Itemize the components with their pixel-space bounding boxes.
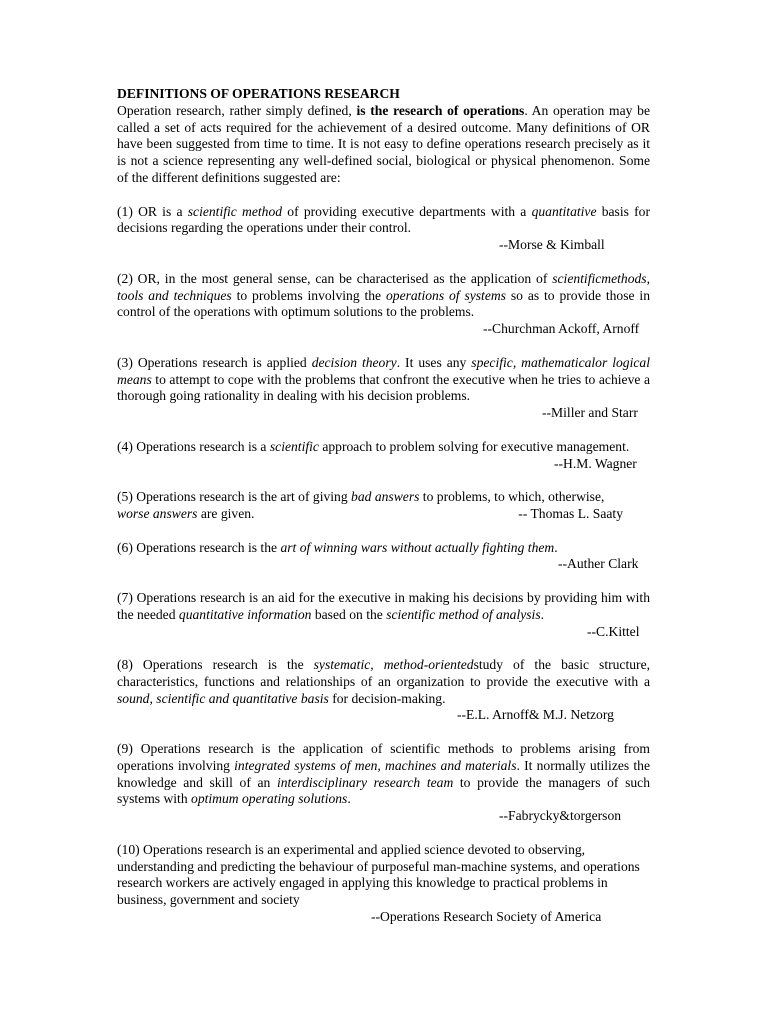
definition-6 <box>117 540 650 574</box>
definition-italic-run: decision theory <box>311 354 397 370</box>
definition-italic-run: bad answers <box>351 489 420 505</box>
definition-text-run: (5) Operations research is the art of giving <box>117 489 352 505</box>
definition-text-run: of providing executive departments with a <box>282 203 532 219</box>
intro-text: Operation research, rather simply defined, <box>117 102 357 118</box>
definition-italic-run: scientific method <box>187 203 283 219</box>
definition-text-run: (7) Operations research is an aid for the executive in making his decisions by providing him with the needed <box>117 589 650 622</box>
document-page <box>117 86 650 926</box>
definition-text <box>117 355 650 405</box>
definition-text <box>117 439 650 456</box>
definition-italic-run: quantitative information <box>178 606 312 622</box>
definition-1 <box>117 204 650 254</box>
definition-text-run: so as to provide those in control of the operations with optimum solutions to the problems. <box>117 287 650 320</box>
definition-italic-run: scientificmethods, tools and techniques <box>117 270 650 303</box>
definition-text-run: (9) Operations research is the application of scientific methods to problems arising from operations involving <box>117 741 650 773</box>
definition-text-run: (2) OR, in the most general sense, can be characterised as the application of <box>117 270 553 286</box>
definition-3 <box>117 355 650 422</box>
definition-text-run: (10) Operations research is an experimental and applied science devoted to observing, understanding and predicting the behaviour of purposeful man-machine systems, and operations research workers are actively engaged in applying this knowledge to practical problems in business, government and society <box>117 841 640 908</box>
definition-text <box>117 489 650 523</box>
definition-text-run: (1) OR is a <box>117 203 188 219</box>
definition-italic-run: systematic, method-oriented <box>313 657 474 673</box>
definition-author: --E.L. Arnoff& M.J. Netzorg <box>457 707 614 723</box>
definition-text-run: to provide the managers of such systems with <box>117 774 650 807</box>
definition-text-run: . It normally utilizes the knowledge and skill of an <box>117 757 650 790</box>
definition-author: --H.M. Wagner <box>554 455 637 471</box>
definition-9 <box>117 741 650 825</box>
definition-text-run: study of the basic structure, characteristics, functions and relationships of an organization to provide the executive with a <box>117 657 650 689</box>
definition-italic-run: art of winning wars without actually fighting them <box>280 539 555 555</box>
definition-italic-run: scientific method of analysis <box>386 606 541 622</box>
definition-italic-run: operations of systems <box>385 287 506 303</box>
definition-text <box>117 271 650 321</box>
definition-text-run: (3) Operations research is applied <box>117 354 312 370</box>
definition-8 <box>117 657 650 724</box>
definition-text-run: . <box>540 606 545 622</box>
definition-4 <box>117 439 650 473</box>
definition-italic-run: integrated systems of men, machines and materials <box>234 757 517 773</box>
definition-7 <box>117 590 650 640</box>
definition-italic-run: interdisciplinary research team <box>276 774 454 790</box>
definition-text-run: for decision-making. <box>328 690 446 706</box>
definition-text <box>117 204 650 238</box>
definition-author: --Auther Clark <box>558 556 639 572</box>
definition-5 <box>117 489 650 523</box>
definition-text-run: (8) Operations research is the <box>117 657 314 673</box>
definition-text-run: to problems, to which, otherwise, <box>419 489 605 505</box>
definition-text-run: . <box>347 791 351 807</box>
intro-bold-text: is the research of operations <box>356 102 525 118</box>
definition-author: --Fabrycky&torgerson <box>499 808 622 824</box>
definition-text <box>117 657 650 707</box>
definition-italic-run: quantitative <box>531 203 597 219</box>
definition-text-run: . It uses any <box>396 354 472 370</box>
definition-text-run: basis for decisions regarding the operations under their control. <box>117 203 650 236</box>
definition-text <box>117 741 650 808</box>
definition-author: --Operations Research Society of America <box>371 909 602 925</box>
definition-text-run: are given. <box>197 505 255 521</box>
definition-author: --C.Kittel <box>587 623 640 639</box>
document-title: DEFINITIONS OF OPERATIONS RESEARCH <box>117 86 400 101</box>
definition-author: --Miller and Starr <box>542 405 638 421</box>
definition-text-run: (6) Operations research is the <box>117 539 281 555</box>
definition-text-run: (4) Operations research is a <box>117 438 270 454</box>
definition-italic-run: scientific <box>269 438 319 454</box>
definition-text-run: based on the <box>311 606 387 622</box>
definition-italic-run: sound, scientific and quantitative basis <box>117 690 329 706</box>
definition-text-run: . <box>554 539 558 555</box>
definition-italic-run: specific, mathematicalor logical means <box>117 354 650 387</box>
definition-text <box>117 540 650 557</box>
definition-text-run: approach to problem solving for executive management. <box>318 438 630 454</box>
intro-paragraph <box>117 103 650 187</box>
intro-text: . An operation may be called a set of acts required for the achievement of a desired outcome. Many definitions of OR have been suggested from time to time. It is not easy to define operations research precisely as it is not a science representing any well-defined social, biological or physical phenomenon. Some of the different definitions suggested are: <box>117 102 650 185</box>
definition-italic-run: optimum operating solutions <box>191 791 348 807</box>
definition-text <box>117 842 650 909</box>
definition-author: --Morse & Kimball <box>499 237 605 253</box>
definition-text <box>117 590 650 624</box>
definition-text-run: to problems involving the <box>231 287 386 303</box>
definition-10 <box>117 842 650 926</box>
definition-author: -- Thomas L. Saaty <box>518 505 623 521</box>
definition-text-run: to attempt to cope with the problems that confront the executive when he tries to achieve a thorough going rationality in dealing with his decision problems. <box>117 371 650 404</box>
definition-author: --Churchman Ackoff, Arnoff <box>483 321 640 337</box>
definition-italic-run: worse answers <box>117 505 198 521</box>
definition-2 <box>117 271 650 338</box>
